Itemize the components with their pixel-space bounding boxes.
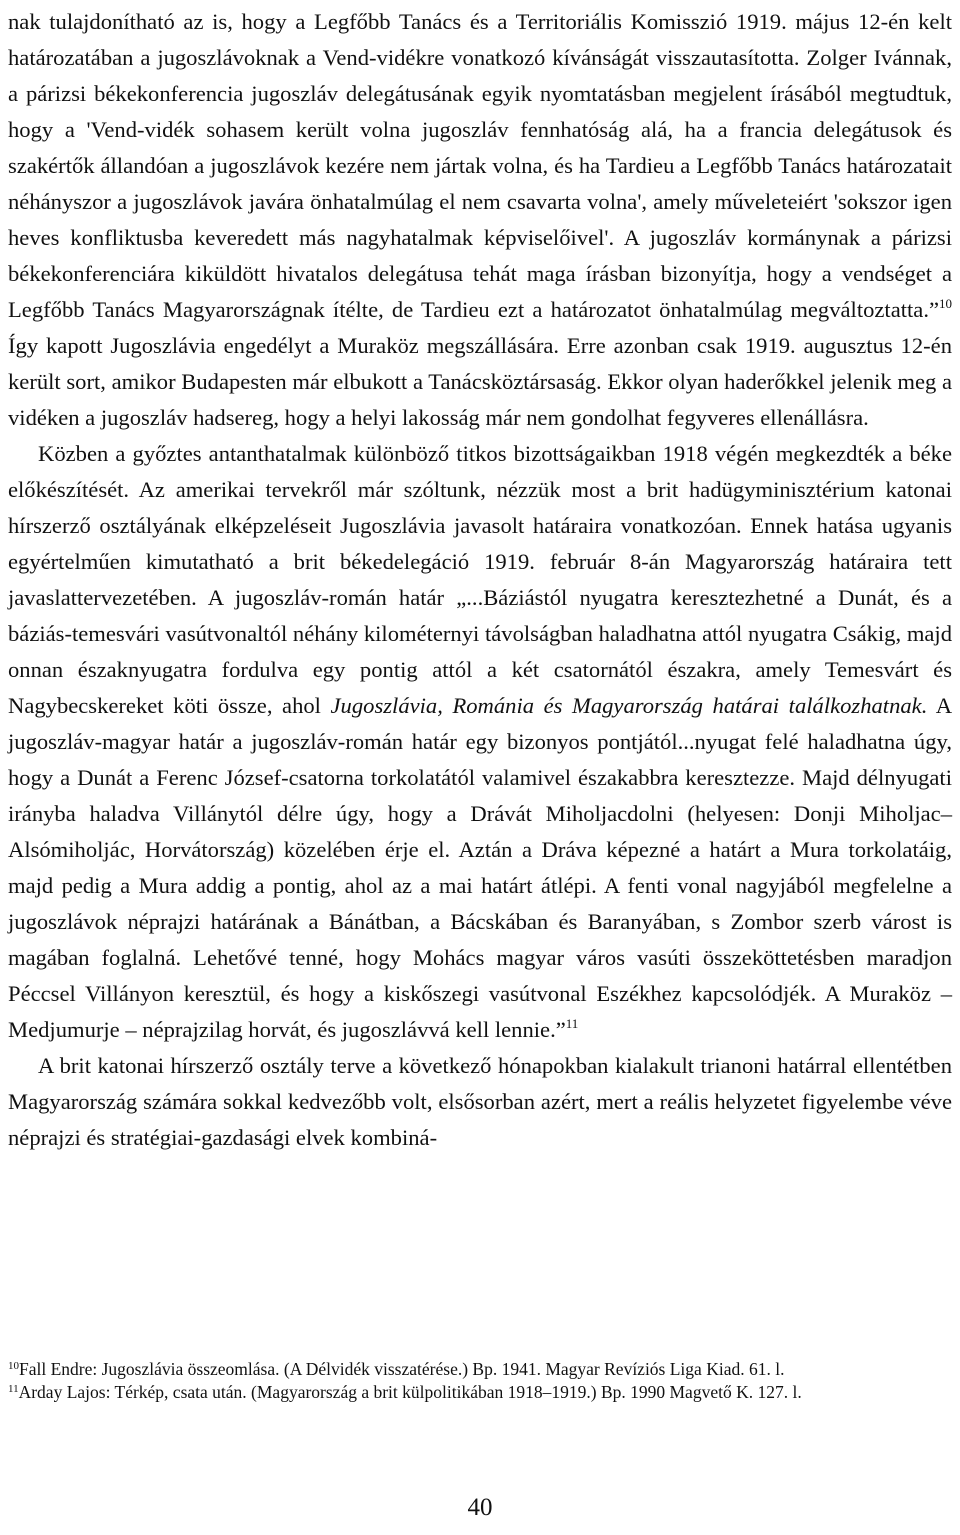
- footnote-10: [8, 1358, 952, 1381]
- paragraph-1-text-b: Így kapott Jugoszlávia engedélyt a Muraköz megszállására. Erre azonban csak 1919. augusztus 12-én került sort, amikor Budapesten már elbukott a Tanácsköztársaság. Ekkor olyan haderőkkel jelenik meg a vidéken a jugoszláv hadsereg, hogy a helyi lakosság már nem gondolhat fegyveres ellenállásra.: [8, 333, 952, 430]
- footnote-number: 11: [8, 1383, 19, 1395]
- paragraph-2-italic-quote: Jugoszlávia, Románia és Magyarország határai találkozhatnak.: [330, 693, 928, 718]
- footnote-text: Fall Endre: Jugoszlávia összeomlása. (A Délvidék visszatérése.) Bp. 1941. Magyar Revíziós Liga Kiad. 61. l.: [19, 1359, 785, 1379]
- paragraph-3: A brit katonai hírszerző osztály terve a következő hónapokban kialakult trianoni határral ellentétben Magyarország számára sokkal kedvezőbb volt, elsősorban azért, mert a reális helyzetet figyelembe véve néprajzi és stratégiai-gazdasági elvek kombiná-: [8, 1053, 952, 1150]
- paragraph-2: [8, 436, 952, 1048]
- footnote-text: Arday Lajos: Térkép, csata után. (Magyarország a brit külpolitikában 1918–1919.) Bp. 1990 Magvető K. 127. l.: [18, 1382, 802, 1402]
- footnote-number: 10: [8, 1360, 19, 1372]
- main-text: [8, 4, 952, 1156]
- footnotes: [8, 1358, 952, 1404]
- footnote-11: [8, 1381, 952, 1404]
- paragraph-2-text-b: A jugoszláv-magyar határ a jugoszláv-román határ egy bizonyos pontjától...nyugat felé haladhatna úgy, hogy a Dunát a Ferenc József-csatorna torkolatától valamivel északabbra keresztezze. Majd délnyugati irányba haladva Villánytól délre úgy, hogy a Drávát Miholjacdolni (helyesen: Donji Miholjac–Alsómiholjác, Horvátország) közelében érje el. Aztán a Dráva képezné a határt a Mura torkolatáig, majd pedig a Mura addig a pontig, ahol az a mai határt átlépi. A fenti vonal nagyjából megfelelne a jugoszlávok néprajzi határának a Bánátban, a Bácskában és Baranyában, s Zombor szerb várost is magában foglalná. Lehetővé tenné, hogy Mohács magyar város vasúti összeköttetésben maradjon Péccsel Villányon keresztül, és hogy a kiskőszegi vasútvonal Eszékhez kapcsolódjék. A Muraköz – Medjumurje – néprajzilag horvát, és jugoszlávvá kell lennie.”: [8, 693, 953, 1042]
- paragraph-1: [8, 4, 952, 436]
- page-content: [8, 0, 952, 1156]
- footnote-ref-10: 10: [939, 296, 952, 311]
- paragraph-2-text-a: Közben a győztes antanthatalmak különböző titkos bizottságaikban 1918 végén megkezdték a béke előkészítését. Az amerikai tervekről már szóltunk, nézzük most a brit hadügyminisztérium katonai hírszerző osztályának elképzeléseit Jugoszlávia javasolt határaira vonatkozóan. Ennek hatása ugyanis egyértelműen kimutatható a brit békedelegáció 1919. február 8-án Magyarország határaira tett javaslattervezetében. A jugoszláv-román határ „...Báziástól nyugatra keresztezhetné a Dunát, és a báziás-temesvári vasútvonaltól néhány kilométernyi távolságban haladhatna attól nyugatra Csákig, majd onnan északnyugatra fordulva egy pontig attól a két csatornától északra, amely Temesvárt és Nagybecskereket köti össze, ahol: [8, 441, 952, 718]
- footnote-ref-11: 11: [565, 1016, 579, 1031]
- page-number: 40: [467, 1494, 493, 1521]
- paragraph-1-text-a: nak tulajdonítható az is, hogy a Legfőbb Tanács és a Territoriális Komisszió 1919. május 12-én kelt határozatában a jugoszlávoknak a Vend-vidékre vonatkozó kívánságát visszautasította. Zolger Ivánnak, a párizsi békekonferencia jugoszláv delegátusának egyik nyomtatásban megjelent írásából megtudtuk, hogy a 'Vend-vidék sohasem került volna jugoszláv fennhatóság alá, ha a francia delegátusok és szakértők állandóan a jugoszlávok kezére nem jártak volna, és ha Tardieu a Legfőbb Tanács határozatait néhányszor a jugoszlávok javára önhatalmúlag el nem csavarta volna', amely műveleteiért 'sokszor igen heves konfliktusba keveredett más nagyhatalmak képviselőivel'. A jugoszláv kormánynak a párizsi békekonferenciára kiküldött hivatalos delegátusa tehát maga írásban bizonyítja, hogy a vendséget a Legfőbb Tanács Magyarországnak ítélte, de Tardieu ezt a határozatot önhatalmúlag megváltoztatta.”: [8, 9, 952, 322]
